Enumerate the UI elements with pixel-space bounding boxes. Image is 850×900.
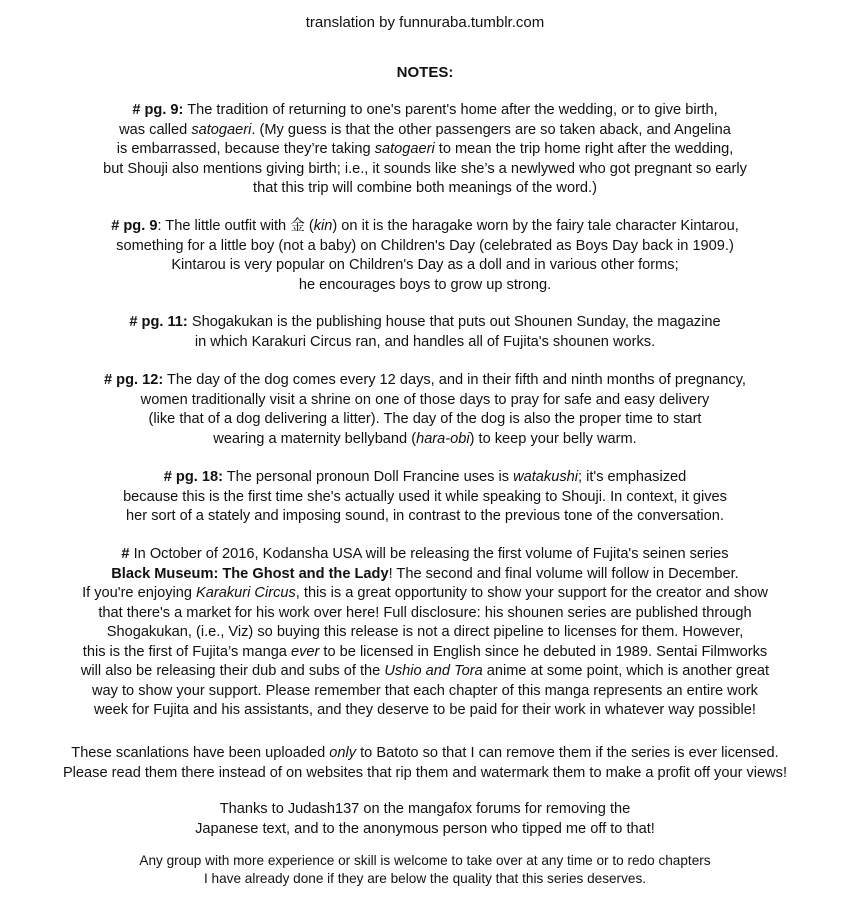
- japanese-term: satogaeri: [374, 141, 435, 157]
- notes-heading: NOTES:: [396, 64, 454, 81]
- note-line: that this trip will combine both meanings of the word.): [253, 180, 597, 196]
- note-line: Shogakukan, (i.e., Viz) so buying this release is not a direct pipeline to licenses for them. However,: [106, 624, 744, 640]
- page-ref: # pg. 9: [111, 218, 158, 234]
- emphasis: ever: [290, 643, 320, 660]
- japanese-term: satogaeri: [191, 121, 252, 138]
- note-any-group: [0, 852, 850, 888]
- note-line: he encourages boys to grow up strong.: [298, 276, 552, 293]
- note-pg-12: [0, 371, 850, 449]
- note-line: Thanks to Judash137 on the mangafox forums for removing the: [219, 801, 631, 817]
- page-ref: # pg. 18:: [163, 469, 223, 485]
- note-line: will also be releasing their dub and subs of the Ushio and Tora anime at some point, which is another great: [80, 663, 770, 679]
- note-line: in which Karakuri Circus ran, and handles all of Fujita's shounen works.: [194, 333, 656, 350]
- note-pg-11: [0, 313, 850, 352]
- note-line: week for Fujita and his assistants, and they deserve to be paid for their work in whatever way possible!: [94, 702, 756, 718]
- book-title: Black Museum: The Ghost and the Lady: [111, 565, 389, 582]
- page-title: translation by funnuraba.tumblr.com: [305, 14, 545, 31]
- series-title: Karakuri Circus: [196, 585, 296, 601]
- note-line: because this is the first time she's actually used it while speaking to Shouji. In context, it gives: [123, 488, 727, 505]
- note-line: # pg. 9: The little outfit with 金 (kin) on it is the haragake worn by the fairy tale character Kintarou,: [111, 218, 739, 234]
- note-pg-9-satogaeri: [0, 101, 850, 199]
- note-line: Japanese text, and to the anonymous person who tipped me off to that!: [195, 820, 655, 837]
- japanese-term: watakushi: [513, 469, 578, 485]
- page-ref: # pg. 11:: [129, 314, 188, 330]
- note-line: was called satogaeri. (My guess is that the other passengers are so taken aback, and Angelina: [119, 121, 731, 138]
- note-line: way to show your support. Please remember that each chapter of this manga represents an entire work: [92, 682, 758, 699]
- emphasis: only: [329, 745, 357, 761]
- note-line: women traditionally visit a shrine on one of those days to pray for safe and easy delivery: [140, 391, 710, 408]
- note-line: These scanlations have been uploaded only to Batoto so that I can remove them if the series is ever licensed.: [71, 745, 779, 761]
- note-pg-18: [0, 468, 850, 527]
- note-line: I have already done if they are below the quality that this series deserves.: [203, 871, 647, 886]
- japanese-term: kin: [313, 218, 333, 234]
- note-black-museum: [0, 545, 850, 721]
- note-line: Any group with more experience or skill is welcome to take over at any time or to redo chapters: [139, 853, 711, 868]
- note-line: # pg. 12: The day of the dog comes every 12 days, and in their fifth and ninth months of pregnancy,: [104, 372, 746, 388]
- note-line: her sort of a stately and imposing sound, in contrast to the previous tone of the conversation.: [126, 508, 724, 524]
- note-line: is embarrassed, because they’re taking satogaeri to mean the trip home right after the wedding,: [116, 141, 734, 157]
- note-line: Please read them there instead of on websites that rip them and watermark them to make a profit off your views!: [62, 764, 788, 781]
- note-line: # pg. 11: Shogakukan is the publishing house that puts out Shounen Sunday, the magazine: [129, 314, 721, 330]
- note-line: (like that of a dog delivering a litter). The day of the dog is also the proper time to start: [148, 411, 702, 427]
- note-line: wearing a maternity bellyband (hara-obi) to keep your belly warm.: [213, 430, 637, 447]
- note-line: Kintarou is very popular on Children's Day as a doll and in various other forms;: [171, 257, 679, 273]
- note-thanks: [0, 800, 850, 839]
- page-ref: # pg. 9:: [132, 102, 184, 118]
- note-line: Black Museum: The Ghost and the Lady! The second and final volume will follow in December.: [111, 565, 739, 582]
- note-line: but Shouji also mentions giving birth; i.e., it sounds like she’s a newlywed who got pregnant so early: [103, 160, 747, 177]
- note-line: If you're enjoying Karakuri Circus, this is a great opportunity to show your support for the creator and show: [82, 585, 768, 601]
- series-title: Ushio and Tora: [384, 663, 483, 679]
- note-line: # pg. 18: The personal pronoun Doll Francine uses is watakushi; it's emphasized: [163, 469, 687, 485]
- note-line: that there's a market for his work over here! Full disclosure: his shounen series are published through: [98, 604, 752, 621]
- japanese-term: hara-obi: [416, 430, 470, 447]
- note-line: # pg. 9: The tradition of returning to one's parent's home after the wedding, or to give birth,: [132, 102, 718, 118]
- note-line: # In October of 2016, Kodansha USA will be releasing the first volume of Fujita's seinen series: [121, 546, 729, 562]
- note-line: something for a little boy (not a baby) on Children's Day (celebrated as Boys Day back in 1909.): [116, 237, 734, 254]
- note-batoto: [0, 744, 850, 783]
- note-pg-9-haragake: [0, 217, 850, 295]
- page-ref: # pg. 12:: [104, 372, 164, 388]
- hash-marker: #: [121, 546, 130, 562]
- note-line: this is the first of Fujita’s manga ever to be licensed in English since he debuted in 1989. Sentai Filmworks: [82, 643, 768, 660]
